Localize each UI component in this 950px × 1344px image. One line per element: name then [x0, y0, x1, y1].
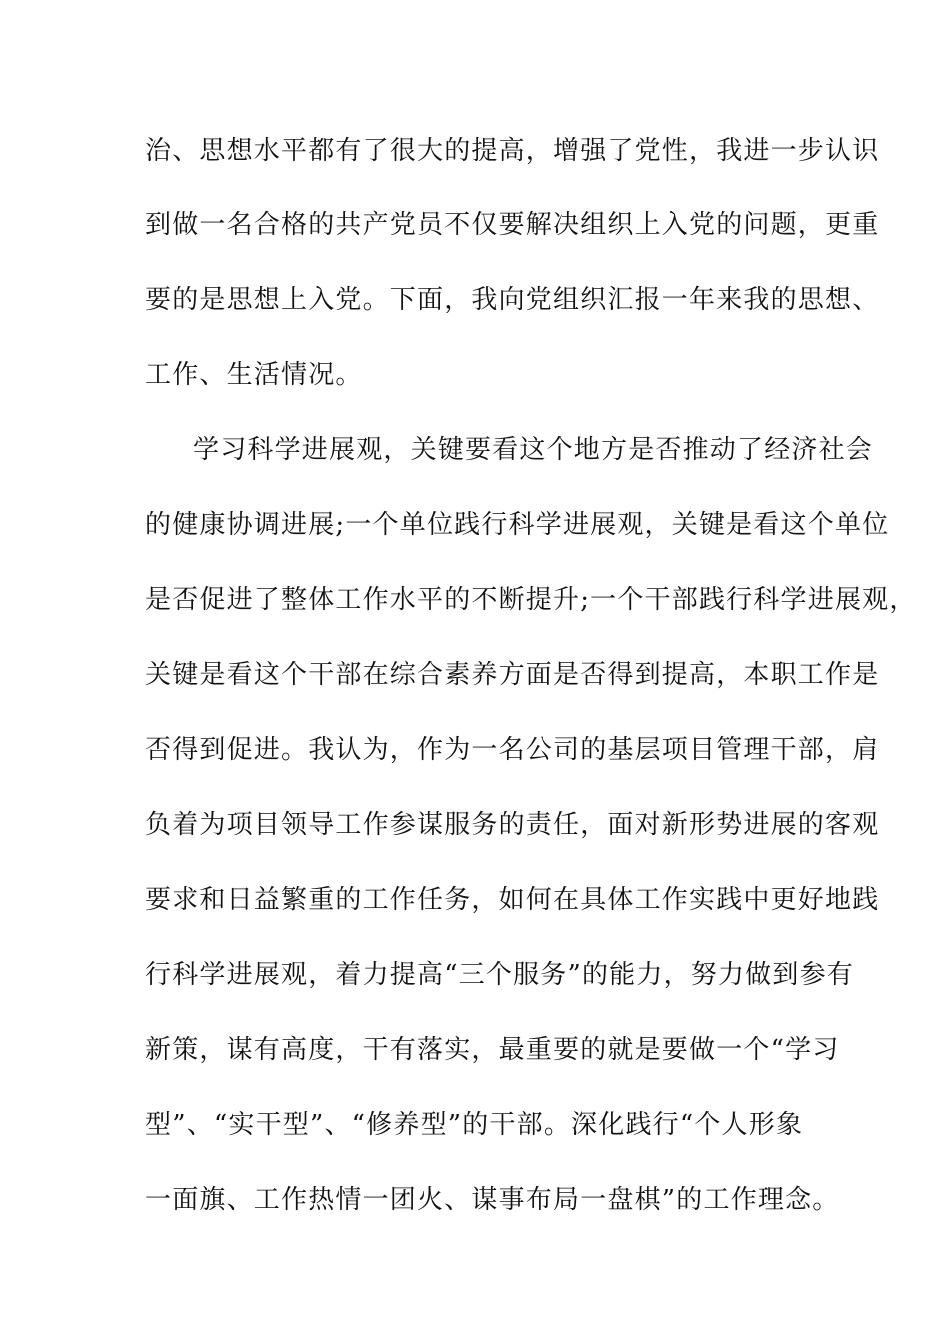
paragraph-line: 否得到促进。我认为，作为一名公司的基层项目管理干部，肩 [145, 735, 880, 765]
paragraph-line: 一面旗、工作热情一团火、谋事布局一盘棋”的工作理念。 [145, 1185, 840, 1215]
paragraph-line: 到做一名合格的共产党员不仅要解决组织上入党的问题，更重 [145, 210, 880, 240]
paragraph-line: 关键是看这个干部在综合素养方面是否得到提高，本职工作是 [145, 660, 880, 690]
paragraph-line: 是否促进了整体工作水平的不断提升;一个干部践行科学进展观， [145, 585, 917, 615]
paragraph-line: 新策，谋有高度，干有落实，最重要的就是要做一个“学习 [145, 1035, 840, 1065]
paragraph-line: 要的是思想上入党。下面，我向党组织汇报一年来我的思想、 [145, 285, 880, 315]
paragraph-line: 的健康协调进展;一个单位践行科学进展观，关键是看这个单位 [145, 510, 890, 540]
paragraph-line: 行科学进展观，着力提高“三个服务”的能力，努力做到参有 [145, 960, 854, 990]
paragraph-line: 负着为项目领导工作参谋服务的责任，面对新形势进展的客观 [145, 810, 880, 840]
paragraph-first-line: 学习科学进展观，关键要看这个地方是否推动了经济社会 [193, 435, 874, 465]
paragraph-line: 治、思想水平都有了很大的提高，增强了党性，我进一步认识 [145, 136, 880, 166]
paragraph-line: 工作、生活情况。 [145, 360, 363, 390]
paragraph-line: 型”、“实干型”、“修养型”的干部。深化践行“个人形象 [145, 1110, 804, 1140]
paragraph-line: 要求和日益繁重的工作任务，如何在具体工作实践中更好地践 [145, 885, 880, 915]
